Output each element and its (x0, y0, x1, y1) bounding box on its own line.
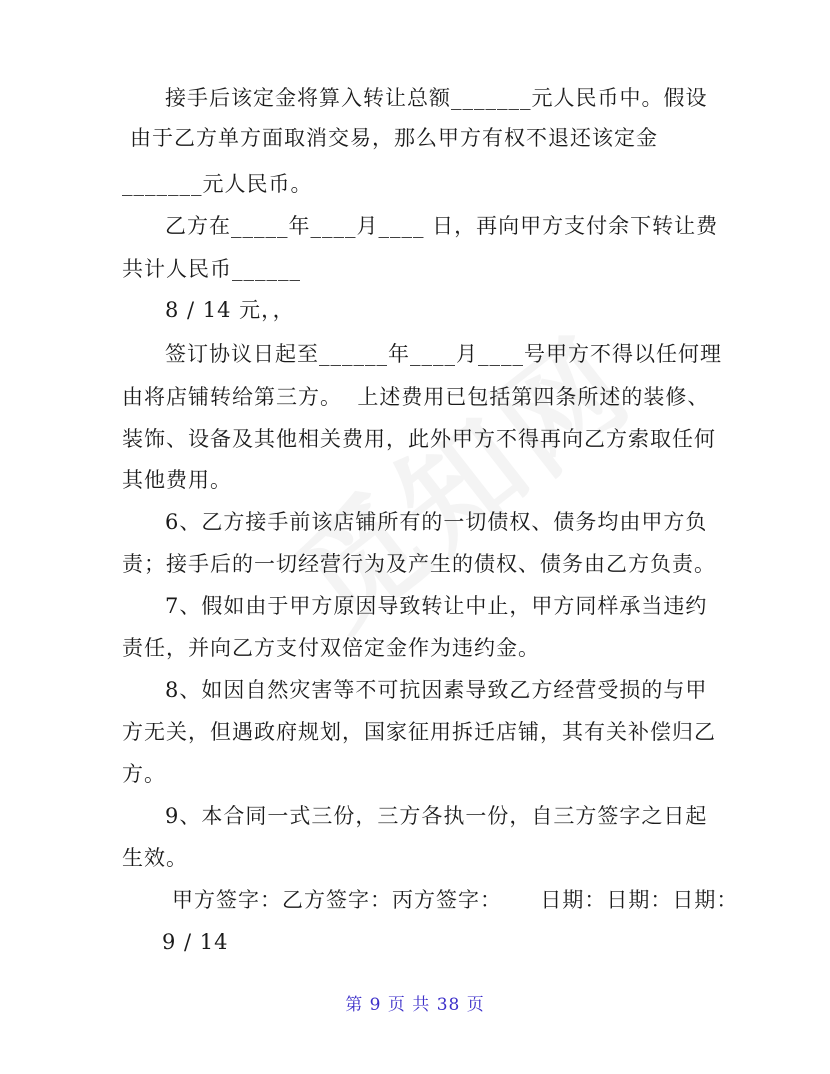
text-line: 由于乙方单方面取消交易，那么甲方有权不退还该定金 (130, 126, 658, 150)
text-line: 8 / 14 元，， (165, 298, 295, 322)
text-line: 责任，并向乙方支付双倍定金作为违约金。 (122, 636, 540, 660)
text-line: 其他费用。 (122, 468, 232, 492)
text-line: 责；接手后的一切经营行为及产生的债权、债务由乙方负责。 (122, 552, 716, 576)
text-line: _______元人民币。 (122, 172, 313, 196)
text-line: 7、假如由于甲方原因导致转让中止，甲方同样承当违约 (165, 594, 708, 618)
page-marker: 9 / 14 (162, 930, 229, 954)
text-line: 6、乙方接手前该店铺所有的一切债权、债务均由甲方负 (165, 510, 708, 534)
text-line: 由将店铺转给第三方。 上述费用已包括第四条所述的装修、 (122, 385, 710, 409)
page-footer: 第 9 页 共 38 页 (345, 995, 485, 1015)
text-line: 签订协议日起至______年____月____号甲方不得以任何理 (165, 342, 722, 366)
text-line: 生效。 (122, 846, 188, 870)
signature-line: 甲方签字：乙方签字：丙方签字： 日期：日期：日期： (172, 888, 739, 912)
text-line: 共计人民币______ (122, 257, 301, 281)
text-line: 9、本合同一式三份，三方各执一份，自三方签字之日起 (165, 804, 708, 828)
text-line: 方。 (122, 762, 166, 786)
text-line: 乙方在_____年____月____ 日，再向甲方支付余下转让费 (165, 214, 719, 238)
text-line: 方无关，但遇政府规划，国家征用拆迁店铺，其有关补偿归乙 (122, 720, 716, 744)
text-line: 接手后该定金将算入转让总额_______元人民币中。假设 (165, 86, 708, 110)
text-line: 8、如因自然灾害等不可抗因素导致乙方经营受损的与甲 (165, 678, 708, 702)
text-line: 装饰、设备及其他相关费用，此外甲方不得再向乙方索取任何 (122, 427, 716, 451)
